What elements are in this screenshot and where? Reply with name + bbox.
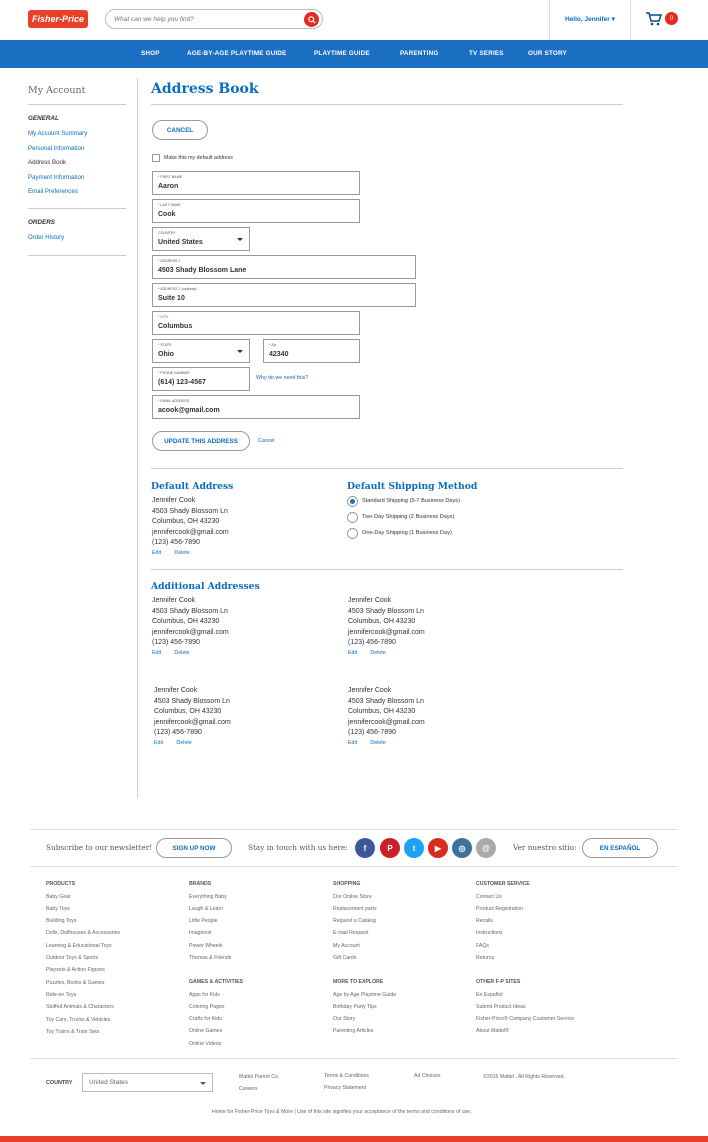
shipping-radio-standard[interactable]	[347, 496, 358, 507]
footer-link[interactable]: Our Online Store	[333, 894, 372, 900]
field-value: Cook	[158, 211, 176, 218]
youtube-icon[interactable]: ▶	[428, 838, 448, 858]
address-street: 4503 Shady Blossom Ln	[154, 697, 230, 705]
footer-link[interactable]: Everything Baby	[189, 894, 227, 900]
cancel-button[interactable]: CANCEL	[152, 120, 208, 140]
delete-link[interactable]: Delete	[174, 649, 190, 656]
nav-age-by-age[interactable]: AGE-BY-AGE PLAYTIME GUIDE	[187, 50, 287, 57]
facebook-icon[interactable]: f	[355, 838, 375, 858]
address-street: 4503 Shady Blossom Ln	[152, 507, 228, 515]
country-label: COUNTRY	[46, 1080, 73, 1086]
divider	[28, 104, 126, 105]
field-label: * EMAIL ADDRESS	[158, 399, 190, 403]
additional-addresses-title: Additional Addresses	[151, 581, 260, 592]
divider	[151, 468, 623, 469]
field-value: Columbus	[158, 323, 193, 330]
sidebar-heading-orders: ORDERS	[28, 219, 55, 226]
address-email: jennifercook@gmail.com	[348, 628, 425, 636]
edit-link[interactable]: Edit	[348, 739, 358, 746]
legal-link[interactable]: Careers	[239, 1086, 258, 1092]
edit-link[interactable]: Edit	[348, 649, 358, 656]
search-input[interactable]	[114, 13, 294, 26]
divider	[30, 866, 678, 867]
field-label: * LAST NAME	[158, 203, 181, 207]
footer-link[interactable]: Recalls	[476, 918, 494, 924]
footer-link[interactable]: Stuffed Animals & Characters	[46, 1004, 114, 1010]
address2-field[interactable]	[152, 283, 416, 307]
divider	[151, 104, 623, 105]
pinterest-icon[interactable]: P	[380, 838, 400, 858]
shipping-label: One-Day Shipping (1 Business Day)	[362, 530, 452, 536]
address-city: Columbus, OH 43230	[348, 618, 416, 625]
footer-heading-games: GAMES & ACTIVITIES	[189, 979, 243, 985]
footer-link[interactable]: My Account	[333, 943, 360, 949]
footer-link[interactable]: Coloring Pages	[189, 1004, 225, 1010]
chevron-down-icon	[200, 1082, 206, 1085]
chevron-down-icon	[237, 350, 243, 353]
email-field[interactable]	[152, 395, 360, 419]
sidebar-item-email-prefs[interactable]: Email Preferences	[28, 188, 78, 195]
phone-field[interactable]	[152, 367, 250, 391]
sidebar-item-address-book[interactable]: Address Book	[28, 159, 66, 166]
update-address-button[interactable]: UPDATE THIS ADDRESS	[152, 431, 250, 451]
nav-our-story[interactable]: OUR STORY	[528, 50, 567, 57]
sidebar-heading-general: GENERAL	[28, 115, 59, 122]
field-value: acook@gmail.com	[158, 407, 220, 414]
shipping-label: Standard Shipping (5-7 Business Days)	[362, 498, 460, 504]
instagram-icon[interactable]: ◎	[452, 838, 472, 858]
footer-link[interactable]: Little People	[189, 918, 218, 924]
address-city: Columbus, OH 43230	[152, 618, 220, 625]
field-label: * FIRST NAME	[158, 175, 183, 179]
footer-link[interactable]: FAQs	[476, 943, 489, 949]
footer-bar	[0, 1136, 708, 1142]
cart-icon[interactable]	[645, 11, 663, 27]
address-phone: (123) 456-7890	[152, 539, 200, 546]
footer-link[interactable]: Baby Gear	[46, 894, 71, 900]
footer-link[interactable]: Dolls, Dollhouses & Accessories	[46, 930, 121, 936]
field-value: 42340	[269, 351, 289, 358]
address-name: Jennifer Cook	[348, 687, 392, 694]
address-email: jennifercook@gmail.com	[152, 528, 229, 536]
stay-in-touch-text: Stay in touch with us here:	[248, 843, 348, 852]
footer-link[interactable]: Thomas & Friends	[189, 955, 232, 961]
address-email: jennifercook@gmail.com	[152, 628, 229, 636]
main-nav	[0, 40, 708, 68]
terms-notice: Home for Fisher-Price Toys & More | Use of this site signifies your acceptance of the terms and conditions of use.	[212, 1109, 472, 1115]
why-link[interactable]: Why do we need this?	[256, 375, 309, 381]
last-name-field[interactable]	[152, 199, 360, 223]
legal-link[interactable]: Terms & Conditions	[324, 1073, 369, 1079]
cart-count-badge: 0	[665, 12, 678, 25]
edit-link[interactable]: Edit	[154, 739, 164, 746]
field-label: * Zip	[269, 343, 277, 347]
field-label: * ADDRESS 1	[158, 259, 181, 263]
footer-heading-explore: MORE TO EXPLORE	[333, 979, 384, 985]
address-card	[154, 686, 231, 747]
footer-link[interactable]: E-mail Request	[333, 930, 369, 936]
footer-link[interactable]: Age by Age Playtime Guide	[333, 992, 397, 998]
footer-heading-customer-service: CUSTOMER SERVICE	[476, 881, 530, 887]
address-name: Jennifer Cook	[154, 687, 198, 694]
field-label: * PHONE NUMBER	[158, 371, 190, 375]
footer-link[interactable]: Contact Us	[476, 894, 502, 900]
legal-link[interactable]: Privacy Statement	[324, 1085, 367, 1091]
address-street: 4503 Shady Blossom Ln	[348, 607, 424, 615]
field-value: Suite 10	[158, 295, 185, 302]
footer-heading-brands: BRANDS	[189, 881, 212, 887]
field-label: * STATE	[158, 343, 172, 347]
footer-link[interactable]: Instructions	[476, 930, 503, 936]
footer-link[interactable]: Puzzles, Books & Games	[46, 980, 105, 986]
footer-link[interactable]: Fisher-Price® Company Customer Service	[476, 1016, 575, 1022]
shipping-radio-two-day[interactable]	[347, 512, 358, 523]
footer-link[interactable]: Learning & Educational Toys	[46, 943, 112, 949]
account-menu[interactable]	[565, 15, 615, 23]
footer-link[interactable]: Replacement parts	[333, 906, 377, 912]
delete-link[interactable]: Delete	[176, 739, 192, 746]
delete-link[interactable]: Delete	[370, 649, 386, 656]
cancel-link[interactable]: Cancel	[258, 438, 275, 444]
page-title: Address Book	[151, 81, 259, 97]
divider	[151, 569, 623, 570]
address-card	[152, 596, 229, 657]
address-phone: (123) 456-7890	[348, 639, 396, 646]
country-select[interactable]	[82, 1073, 213, 1092]
field-value: Ohio	[158, 351, 174, 358]
field-label: * CITY	[158, 315, 169, 319]
divider	[28, 208, 126, 209]
address-phone: (123) 456-7890	[348, 729, 396, 736]
footer-link[interactable]: Crafts for Kids	[189, 1016, 222, 1022]
delete-link[interactable]: Delete	[174, 549, 190, 556]
spanish-site-text: Ver nuestro sitio:	[513, 843, 577, 852]
sidebar-item-account-summary[interactable]: My Account Summary	[28, 130, 88, 137]
footer-link[interactable]: Submit Product Ideas	[476, 1004, 526, 1010]
sidebar-item-payment-info[interactable]: Payment Information	[28, 174, 85, 181]
nav-shop[interactable]: SHOP	[141, 50, 160, 57]
field-label: * ADDRESS 2 (optional)	[158, 287, 197, 291]
footer-link[interactable]: Toy Cars, Trucks & Vehicles	[46, 1017, 111, 1023]
footer-link[interactable]: Laugh & Learn	[189, 906, 224, 912]
search-icon	[308, 16, 316, 24]
footer-link[interactable]: Birthday Party Tips	[333, 1004, 377, 1010]
address-card	[348, 686, 425, 747]
address-card	[348, 596, 425, 657]
field-value: 4503 Shady Blossom Lane	[158, 267, 247, 274]
shipping-radio-one-day[interactable]	[347, 528, 358, 539]
search-button[interactable]	[304, 12, 319, 27]
address-name: Jennifer Cook	[152, 497, 196, 504]
footer-heading-products: PRODUCTS	[46, 881, 76, 887]
sidebar-item-personal-info[interactable]: Personal Information	[28, 145, 85, 152]
footer-link[interactable]: Request a Catalog	[333, 918, 376, 924]
divider	[30, 1058, 678, 1059]
edit-link[interactable]: Edit	[152, 549, 162, 556]
sidebar-title: My Account	[28, 85, 86, 96]
sidebar-divider	[137, 78, 138, 798]
address-street: 4503 Shady Blossom Ln	[152, 607, 228, 615]
footer-link[interactable]: En Español	[476, 992, 503, 998]
address-street: 4503 Shady Blossom Ln	[348, 697, 424, 705]
default-address-label: Make this my default address	[164, 155, 233, 161]
address-phone: (123) 456-7890	[152, 639, 200, 646]
sign-up-button[interactable]: SIGN UP NOW	[156, 838, 232, 858]
footer-link[interactable]: Online Videos	[189, 1041, 222, 1047]
footer-link[interactable]: Our Story	[333, 1016, 356, 1022]
sidebar-item-order-history[interactable]: Order History	[28, 234, 65, 241]
address-email: jennifercook@gmail.com	[348, 718, 425, 726]
field-value: United States	[158, 239, 203, 246]
footer-link[interactable]: Playsets & Action Figures	[46, 967, 105, 973]
header-divider	[630, 0, 631, 40]
field-value: (614) 123-4567	[158, 379, 206, 386]
divider	[28, 255, 126, 256]
field-label: COUNTRY	[158, 231, 176, 235]
footer-heading-shopping: SHOPPING	[333, 881, 361, 887]
footer-link[interactable]: Ride-on Toys	[46, 992, 77, 998]
address-name: Jennifer Cook	[152, 597, 196, 604]
footer-link[interactable]: Gift Cards	[333, 955, 357, 961]
email-icon[interactable]: @	[476, 838, 496, 858]
footer-link[interactable]: About Mattel®	[476, 1028, 509, 1034]
chevron-down-icon	[237, 238, 243, 241]
footer-link[interactable]: Online Games	[189, 1028, 223, 1034]
country-value: United States	[89, 1079, 129, 1086]
address-city: Columbus, OH 43230	[152, 518, 220, 525]
zip-field[interactable]	[263, 339, 360, 363]
default-address-checkbox[interactable]	[152, 154, 160, 162]
address-phone: (123) 456-7890	[154, 729, 202, 736]
twitter-icon[interactable]: t	[404, 838, 424, 858]
address1-field[interactable]	[152, 255, 416, 279]
delete-link[interactable]: Delete	[370, 739, 386, 746]
footer-link[interactable]: Returns	[476, 955, 495, 961]
fisher-price-logo[interactable]: Fisher-Price	[28, 10, 88, 28]
first-name-field[interactable]	[152, 171, 360, 195]
newsletter-text: Subscribe to our newsletter!	[46, 843, 153, 852]
legal-link[interactable]: Ad Choices	[414, 1073, 441, 1079]
address-email: jennifercook@gmail.com	[154, 718, 231, 726]
footer-link[interactable]: Imaginext	[189, 930, 212, 936]
default-address-card	[152, 496, 229, 557]
footer-link[interactable]: Toy Trains & Train Sets	[46, 1029, 100, 1035]
address-city: Columbus, OH 43230	[154, 708, 222, 715]
footer-link[interactable]: Building Toys	[46, 918, 77, 924]
default-address-title: Default Address	[151, 481, 234, 492]
footer-link[interactable]: Parenting Articles	[333, 1028, 374, 1034]
country-select[interactable]	[152, 227, 250, 251]
search-bar[interactable]	[105, 9, 323, 29]
footer-link[interactable]: Apps for Kids	[189, 992, 220, 998]
espanol-button[interactable]: EN ESPAÑOL	[582, 838, 658, 858]
nav-parenting[interactable]: PARENTING	[400, 50, 439, 57]
address-city: Columbus, OH 43230	[348, 708, 416, 715]
footer-link[interactable]: Product Registration	[476, 906, 523, 912]
address-name: Jennifer Cook	[348, 597, 392, 604]
footer-link[interactable]: Baby Toys	[46, 906, 70, 912]
shipping-method-title: Default Shipping Method	[347, 481, 478, 492]
field-value: Aaron	[158, 183, 179, 190]
footer-link[interactable]: Outdoor Toys & Sports	[46, 955, 99, 961]
shipping-label: Two-Day Shipping (2 Business Days)	[362, 514, 455, 520]
legal-link[interactable]: Mattel Parent Co.	[239, 1074, 280, 1080]
nav-playtime-guide[interactable]: PLAYTIME GUIDE	[314, 50, 370, 57]
divider	[30, 829, 678, 830]
greeting-text: Hello, Jennifer	[565, 16, 610, 23]
state-select[interactable]	[152, 339, 250, 363]
footer-heading-other-sites: OTHER F-P SITES	[476, 979, 521, 985]
header-divider	[549, 0, 550, 40]
edit-link[interactable]: Edit	[152, 649, 162, 656]
city-field[interactable]	[152, 311, 360, 335]
nav-tv-series[interactable]: TV SERIES	[469, 50, 504, 57]
chevron-down-icon: ▾	[611, 16, 615, 23]
copyright-text: ©2016 Mattel . All Rights Reserved.	[483, 1074, 565, 1080]
footer-link[interactable]: Power Wheels	[189, 943, 223, 949]
